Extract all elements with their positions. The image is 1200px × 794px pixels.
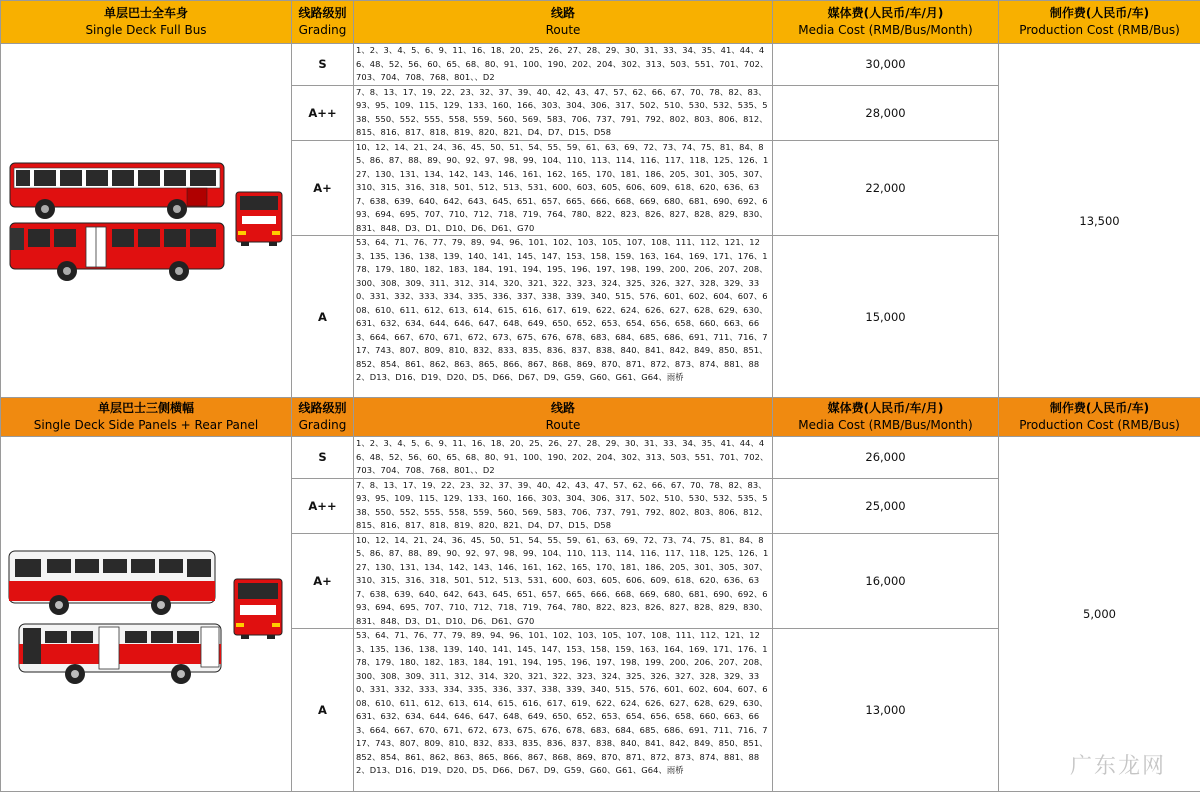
grading-header: 线路级别 Grading bbox=[292, 1, 354, 44]
full-bus-side-left bbox=[10, 163, 224, 219]
section1-header-row bbox=[1, 1, 1200, 44]
media-cost-cell: 30,000 bbox=[773, 44, 999, 86]
grade-cell: A bbox=[292, 236, 354, 398]
media-cost-cell: 26,000 bbox=[773, 437, 999, 479]
grade-cell: A++ bbox=[292, 85, 354, 140]
grade-cell: S bbox=[292, 44, 354, 86]
section2-header-row bbox=[1, 398, 1200, 437]
full-bus-illustration bbox=[1, 46, 292, 396]
grade-cell: S bbox=[292, 437, 354, 479]
media-cost-cell: 28,000 bbox=[773, 85, 999, 140]
panel-bus-side-left bbox=[9, 551, 215, 615]
production-cost-header: 制作费(人民币/车) Production Cost (RMB/Bus) bbox=[999, 398, 1200, 437]
product-header: 单层巴士全车身 Single Deck Full Bus bbox=[1, 1, 292, 44]
side-panel-bus-image bbox=[1, 437, 292, 792]
grade-cell: A++ bbox=[292, 478, 354, 533]
routes-cell: 1、2、3、4、5、6、9、11、16、18、20、25、26、27、28、29、30、31、33、34、35、41、44、46、48、52、56、60、65、68、80、91、100、190、202、204、302、313、503、551、701、702、703、704、708、768、801、、D2 bbox=[354, 437, 773, 479]
grade-cell: A+ bbox=[292, 533, 354, 629]
media-cost-cell: 13,000 bbox=[773, 629, 999, 792]
production-cost-cell: 13,500 bbox=[999, 44, 1200, 398]
media-cost-cell: 16,000 bbox=[773, 533, 999, 629]
watermark-logo: 广东龙网 bbox=[1069, 754, 1166, 779]
routes-cell: 53、64、71、76、77、79、89、94、96、101、102、103、105、107、108、111、112、121、123、135、136、138、139、140、141、145、147、153、158、159、163、164、169、171、176、178、179、180、182、183、184、191、194、195、196、197、198、199、200、206、207、208、300、308、309、311、312、314、320、321、322、323、324、325、326、327、328、329、330、331、332、333、334、335、336、337、338、339、340、515、576、601、602、604、607、608、610、611、612、613、614、615、616、617、619、622、624、626、627、628、629、630、631、632、634、644、646、647、648、649、650、652、653、654、656、658、660、663、663、664、667、670、671、672、673、675、676、678、683、684、685、686、691、711、716、717、743、807、809、810、832、833、835、836、837、838、840、841、842、849、850、851、852、854、861、862、863、865、866、867、868、869、870、871、872、873、874、881、882、D13、D16、D19、D20、D5、D66、D67、D9、G59、G60、G61、G64、雨桥 bbox=[354, 236, 773, 398]
routes-cell: 7、8、13、17、19、22、23、32、37、39、40、42、43、47、57、62、66、67、70、78、82、83、93、95、109、115、129、133、160、166、303、304、306、317、502、510、530、532、535、538、550、552、555、558、559、560、569、583、706、737、791、792、802、803、806、812、815、816、817、818、819、820、821、D4、D7、D15、D58 bbox=[354, 85, 773, 140]
production-cost-header: 制作费(人民币/车) Production Cost (RMB/Bus) bbox=[999, 1, 1200, 44]
full-bus-rear bbox=[236, 192, 282, 246]
routes-cell: 7、8、13、17、19、22、23、32、37、39、40、42、43、47、57、62、66、67、70、78、82、83、93、95、109、115、129、133、160、166、303、304、306、317、502、510、530、532、535、538、550、552、555、558、559、560、569、583、706、737、791、792、802、803、806、812、815、816、817、818、819、820、821、D4、D7、D15、D58 bbox=[354, 478, 773, 533]
grade-cell: A+ bbox=[292, 140, 354, 236]
routes-cell: 10、12、14、21、24、36、45、50、51、54、55、59、61、63、69、72、73、74、75、81、84、85、86、87、88、89、90、92、97、98、99、104、110、113、114、116、117、118、125、126、127、130、131、134、142、143、146、161、162、165、170、181、186、205、301、305、307、310、315、316、318、501、512、513、531、600、603、605、606、609、618、620、636、637、638、639、640、642、643、645、651、657、665、666、668、669、680、681、690、692、693、694、695、707、710、712、718、719、764、780、822、823、826、827、828、829、830、831、848、D3、D1、D10、D6、D61、G70 bbox=[354, 140, 773, 236]
panel-bus-rear bbox=[234, 579, 282, 639]
media-cost-cell: 25,000 bbox=[773, 478, 999, 533]
grading-header: 线路级别 Grading bbox=[292, 398, 354, 437]
product-header: 单层巴士三侧横幅 Single Deck Side Panels + Rear Panel bbox=[1, 398, 292, 437]
table-row bbox=[1, 437, 1200, 479]
full-bus-image bbox=[1, 44, 292, 398]
routes-cell: 10、12、14、21、24、36、45、50、51、54、55、59、61、63、69、72、73、74、75、81、84、85、86、87、88、89、90、92、97、98、99、104、110、113、114、116、117、118、125、126、127、130、131、134、142、143、146、161、162、165、170、181、186、205、301、305、307、310、315、316、318、501、512、513、531、600、603、605、606、609、618、620、636、637、638、639、640、642、643、645、651、657、665、666、668、669、680、681、690、692、693、694、695、707、710、712、718、719、764、780、822、823、826、827、828、829、830、831、848、D3、D1、D10、D6、D61、G70 bbox=[354, 533, 773, 629]
route-header: 线路 Route bbox=[354, 398, 773, 437]
grade-cell: A bbox=[292, 629, 354, 792]
production-cost-cell: 5,000 bbox=[999, 437, 1200, 792]
media-cost-header: 媒体费(人民币/车/月) Media Cost (RMB/Bus/Month) bbox=[773, 1, 999, 44]
full-bus-side-right bbox=[10, 223, 224, 281]
side-panel-bus-illustration bbox=[1, 439, 292, 789]
route-header: 线路 Route bbox=[354, 1, 773, 44]
media-cost-cell: 15,000 bbox=[773, 236, 999, 398]
media-cost-cell: 22,000 bbox=[773, 140, 999, 236]
media-cost-header: 媒体费(人民币/车/月) Media Cost (RMB/Bus/Month) bbox=[773, 398, 999, 437]
routes-cell: 53、64、71、76、77、79、89、94、96、101、102、103、105、107、108、111、112、121、123、135、136、138、139、140、141、145、147、153、158、159、163、164、169、171、176、178、179、180、182、183、184、191、194、195、196、197、198、199、200、206、207、208、300、308、309、311、312、314、320、321、322、323、324、325、326、327、328、329、330、331、332、333、334、335、336、337、338、339、340、515、576、601、602、604、607、608、610、611、612、613、614、615、616、617、619、622、624、626、627、628、629、630、631、632、634、644、646、647、648、649、650、652、653、654、656、658、660、663、663、664、667、670、671、672、673、675、676、678、683、684、685、686、691、711、716、717、743、807、809、810、832、833、835、836、837、838、840、841、842、849、850、851、852、854、861、862、863、865、866、867、868、869、870、871、872、873、874、881、882、D13、D16、D19、D20、D5、D66、D67、D9、G59、G60、G61、G64、雨桥 bbox=[354, 629, 773, 792]
panel-bus-side-right bbox=[19, 624, 221, 684]
table-row bbox=[1, 44, 1200, 86]
routes-cell: 1、2、3、4、5、6、9、11、16、18、20、25、26、27、28、29、30、31、33、34、35、41、44、46、48、52、56、60、65、68、80、91、100、190、202、204、302、313、503、551、701、702、703、704、708、768、801、、D2 bbox=[354, 44, 773, 86]
